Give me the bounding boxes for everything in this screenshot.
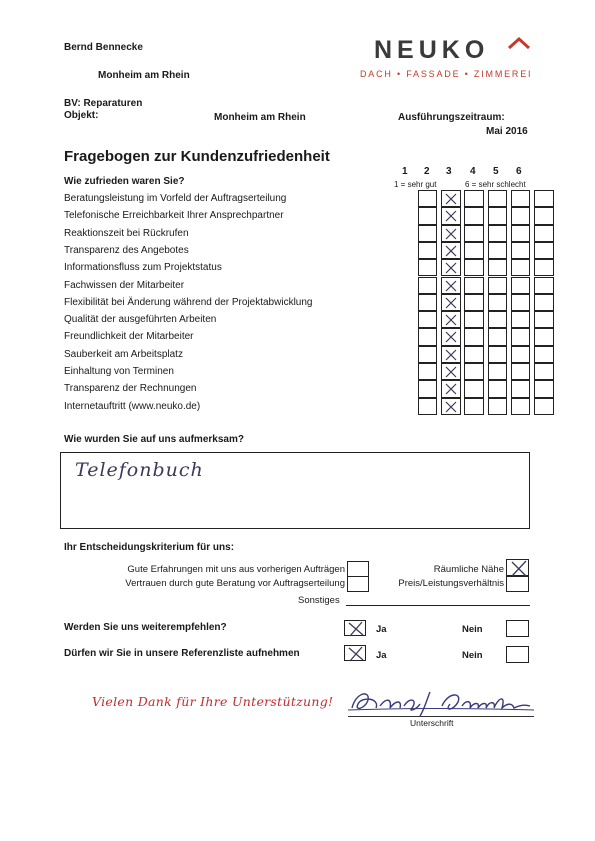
cross-mark-icon [445, 314, 457, 326]
attention-question: Wie wurden Sie auf uns aufmerksam? [64, 434, 244, 445]
scale-number: 6 [516, 166, 522, 177]
rating-cell-3[interactable] [464, 363, 484, 380]
criteria-left-2-label: Vertrauen durch gute Beratung vor Auftragserteilung [125, 578, 345, 589]
survey-item-label: Reaktionszeit bei Rückrufen [64, 227, 189, 239]
attention-answer: Telefonbuch [75, 459, 204, 481]
rating-cell-1[interactable] [418, 207, 437, 224]
other-input-line[interactable] [346, 605, 530, 606]
criteria-left-1-label: Gute Erfahrungen mit uns aus vorherigen Aufträgen [127, 564, 345, 575]
survey-item-label: Transparenz des Angebotes [64, 244, 189, 256]
rating-row [418, 311, 558, 328]
rating-cell-1[interactable] [418, 363, 437, 380]
signature-label: Unterschrift [410, 718, 454, 728]
rating-cell-3[interactable] [464, 398, 484, 415]
check-cross-icon [346, 621, 366, 637]
rating-cell-3[interactable] [464, 207, 484, 224]
rating-cell-5[interactable] [511, 328, 531, 345]
rating-cell-1[interactable] [418, 294, 437, 311]
reference-yes-checkbox[interactable] [344, 645, 366, 661]
rating-cell-6[interactable] [534, 346, 554, 363]
signature-scribble [346, 686, 536, 720]
rating-cell-6[interactable] [534, 242, 554, 259]
scale-number: 3 [446, 166, 452, 177]
reference-question: Dürfen wir Sie in unsere Referenzliste aufnehmen [64, 648, 300, 659]
criteria-left-2-checkbox[interactable] [347, 576, 369, 592]
recommend-no-label: Nein [462, 624, 483, 635]
rating-row [418, 398, 558, 415]
rating-row [418, 294, 558, 311]
rating-cell-5[interactable] [511, 207, 531, 224]
rating-cell-2[interactable] [441, 259, 461, 276]
scale-number: 4 [470, 166, 476, 177]
survey-item-label: Beratungsleistung im Vorfeld der Auftragserteilung [64, 193, 287, 204]
rating-cell-2[interactable] [441, 363, 461, 380]
rating-row [418, 363, 558, 380]
rating-cell-2[interactable] [441, 346, 461, 363]
survey-item-label: Freundlichkeit der Mitarbeiter [64, 331, 194, 343]
neuko-logo [360, 36, 544, 79]
rating-cell-4[interactable] [488, 225, 508, 242]
cross-mark-icon [445, 228, 457, 240]
customer-city: Monheim am Rhein [98, 70, 190, 81]
criteria-right-1-label: Räumliche Nähe [433, 564, 504, 575]
rating-cell-6[interactable] [534, 294, 554, 311]
rating-cell-3[interactable] [464, 277, 484, 294]
rating-cell-3[interactable] [464, 294, 484, 311]
survey-item-label: Sauberkeit am Arbeitsplatz [64, 348, 183, 360]
rating-cell-1[interactable] [418, 398, 437, 415]
rating-cell-2[interactable] [441, 207, 461, 224]
period-label: Ausführungszeitraum: [398, 112, 505, 123]
rating-cell-1[interactable] [418, 242, 437, 259]
rating-cell-6[interactable] [534, 328, 554, 345]
reference-no-label: Nein [462, 650, 483, 661]
bv-label: BV: Reparaturen [64, 98, 143, 109]
rating-cell-4[interactable] [488, 311, 508, 328]
rating-cell-2[interactable] [441, 277, 461, 294]
scale-number: 1 [402, 166, 408, 177]
rating-cell-5[interactable] [511, 225, 531, 242]
rating-cell-5[interactable] [511, 346, 531, 363]
rating-cell-2[interactable] [441, 225, 461, 242]
rating-cell-4[interactable] [488, 328, 508, 345]
survey-item-label: Fachwissen der Mitarbeiter [64, 279, 185, 291]
rating-cell-3[interactable] [464, 190, 484, 207]
cross-mark-icon [445, 280, 457, 292]
reference-yes-label: Ja [376, 650, 387, 661]
survey-item-label: Einhaltung von Terminen [64, 366, 174, 377]
recommend-yes-checkbox[interactable] [344, 620, 366, 636]
rating-cell-2[interactable] [441, 311, 461, 328]
rating-cell-4[interactable] [488, 259, 508, 276]
rating-cell-3[interactable] [464, 225, 484, 242]
criteria-left-1-checkbox[interactable] [347, 561, 369, 577]
rating-cell-4[interactable] [488, 242, 508, 259]
cross-mark-icon [445, 210, 457, 222]
rating-cell-1[interactable] [418, 380, 437, 397]
rating-row [418, 259, 558, 276]
recommend-no-checkbox[interactable] [506, 620, 529, 637]
survey-item-label: Internetauftritt (www.neuko.de) [64, 400, 201, 412]
rating-cell-3[interactable] [464, 328, 484, 345]
cross-mark-icon [445, 383, 457, 395]
rating-cell-5[interactable] [511, 277, 531, 294]
survey-item-label: Telefonische Erreichbarkeit Ihrer Ansprechpartner [64, 210, 284, 222]
rating-row [418, 380, 558, 397]
rating-cell-4[interactable] [488, 380, 508, 397]
rating-cell-5[interactable] [511, 311, 531, 328]
thanks-message: Vielen Dank für Ihre Unterstützung! [92, 694, 334, 709]
scale-number: 5 [493, 166, 499, 177]
rating-cell-1[interactable] [418, 346, 437, 363]
objekt-label: Objekt: [64, 110, 99, 121]
scale-number: 2 [424, 166, 430, 177]
recommend-yes-label: Ja [376, 624, 387, 635]
rating-cell-5[interactable] [511, 380, 531, 397]
rating-cell-2[interactable] [441, 328, 461, 345]
rating-cell-6[interactable] [534, 225, 554, 242]
rating-cell-5[interactable] [511, 190, 531, 207]
cross-mark-icon [445, 297, 457, 309]
rating-cell-2[interactable] [441, 242, 461, 259]
recommend-question: Werden Sie uns weiterempfehlen? [64, 622, 227, 633]
rating-cell-6[interactable] [534, 259, 554, 276]
logo-wordmark: NEUKO [374, 36, 490, 64]
rating-row [418, 225, 558, 242]
criteria-right-2-label: Preis/Leistungsverhältnis [398, 578, 504, 589]
rating-cell-6[interactable] [534, 190, 554, 207]
rating-cell-4[interactable] [488, 277, 508, 294]
rating-row [418, 346, 558, 363]
other-label: Sonstiges [298, 595, 340, 606]
rating-cell-5[interactable] [511, 398, 531, 415]
rating-cell-4[interactable] [488, 207, 508, 224]
cross-mark-icon [445, 193, 457, 205]
rating-cell-3[interactable] [464, 242, 484, 259]
rating-row [418, 207, 558, 224]
rating-cell-1[interactable] [418, 311, 437, 328]
rating-cell-4[interactable] [488, 398, 508, 415]
cross-mark-icon [445, 262, 457, 274]
survey-item-label: Flexibilität bei Änderung während der Projektabwicklung [64, 296, 313, 308]
rating-grid [418, 190, 558, 416]
criteria-heading: Ihr Entscheidungskriterium für uns: [64, 542, 235, 553]
rating-row [418, 277, 558, 294]
survey-title: Fragebogen zur Kundenzufriedenheit [64, 148, 330, 165]
rating-row [418, 328, 558, 345]
survey-item-label: Informationsfluss zum Projektstatus [64, 262, 222, 274]
reference-no-checkbox[interactable] [506, 646, 529, 663]
rating-cell-3[interactable] [464, 259, 484, 276]
scale-worst: 6 = sehr schlecht [465, 180, 526, 189]
objekt-value: Monheim am Rhein [214, 112, 306, 123]
rating-row [418, 242, 558, 259]
check-cross-icon [346, 646, 366, 662]
criteria-right-2-checkbox[interactable] [506, 576, 529, 592]
rating-cell-6[interactable] [534, 380, 554, 397]
period-value: Mai 2016 [486, 126, 528, 137]
cross-mark-icon [445, 401, 457, 413]
cross-mark-icon [445, 245, 457, 257]
rating-cell-2[interactable] [441, 398, 461, 415]
rating-cell-5[interactable] [511, 259, 531, 276]
cross-mark-icon [445, 366, 457, 378]
rating-cell-2[interactable] [441, 380, 461, 397]
rating-cell-5[interactable] [511, 294, 531, 311]
rating-row [418, 190, 558, 207]
rating-cell-4[interactable] [488, 363, 508, 380]
rating-cell-6[interactable] [534, 398, 554, 415]
rating-cell-4[interactable] [488, 190, 508, 207]
rating-cell-1[interactable] [418, 328, 437, 345]
scale-header [396, 166, 536, 178]
rating-cell-5[interactable] [511, 242, 531, 259]
survey-item-label: Transparenz der Rechnungen [64, 383, 197, 395]
rating-cell-1[interactable] [418, 190, 437, 207]
rating-cell-4[interactable] [488, 294, 508, 311]
rating-cell-1[interactable] [418, 277, 437, 294]
rating-cell-6[interactable] [534, 207, 554, 224]
attention-answer-box[interactable] [60, 452, 530, 529]
rating-cell-6[interactable] [534, 363, 554, 380]
logo-tagline: DACH • FASSADE • ZIMMEREI [360, 69, 533, 79]
signature-line [348, 716, 534, 717]
survey-item-label: Qualität der ausgeführten Arbeiten [64, 314, 217, 326]
rating-cell-6[interactable] [534, 277, 554, 294]
rating-cell-2[interactable] [441, 294, 461, 311]
criteria-right-1-checkbox[interactable] [506, 559, 529, 576]
rating-cell-3[interactable] [464, 311, 484, 328]
rating-cell-1[interactable] [418, 259, 437, 276]
satisfaction-question: Wie zufrieden waren Sie? [64, 176, 185, 187]
cross-mark-icon [445, 349, 457, 361]
cross-mark-icon [445, 331, 457, 343]
signature [346, 686, 536, 720]
rating-cell-1[interactable] [418, 225, 437, 242]
rating-cell-3[interactable] [464, 380, 484, 397]
rating-cell-2[interactable] [441, 190, 461, 207]
rating-cell-5[interactable] [511, 363, 531, 380]
rating-cell-4[interactable] [488, 346, 508, 363]
roof-icon [507, 37, 531, 49]
rating-cell-3[interactable] [464, 346, 484, 363]
scale-best: 1 = sehr gut [394, 180, 437, 189]
customer-name: Bernd Bennecke [64, 42, 143, 53]
rating-cell-6[interactable] [534, 311, 554, 328]
